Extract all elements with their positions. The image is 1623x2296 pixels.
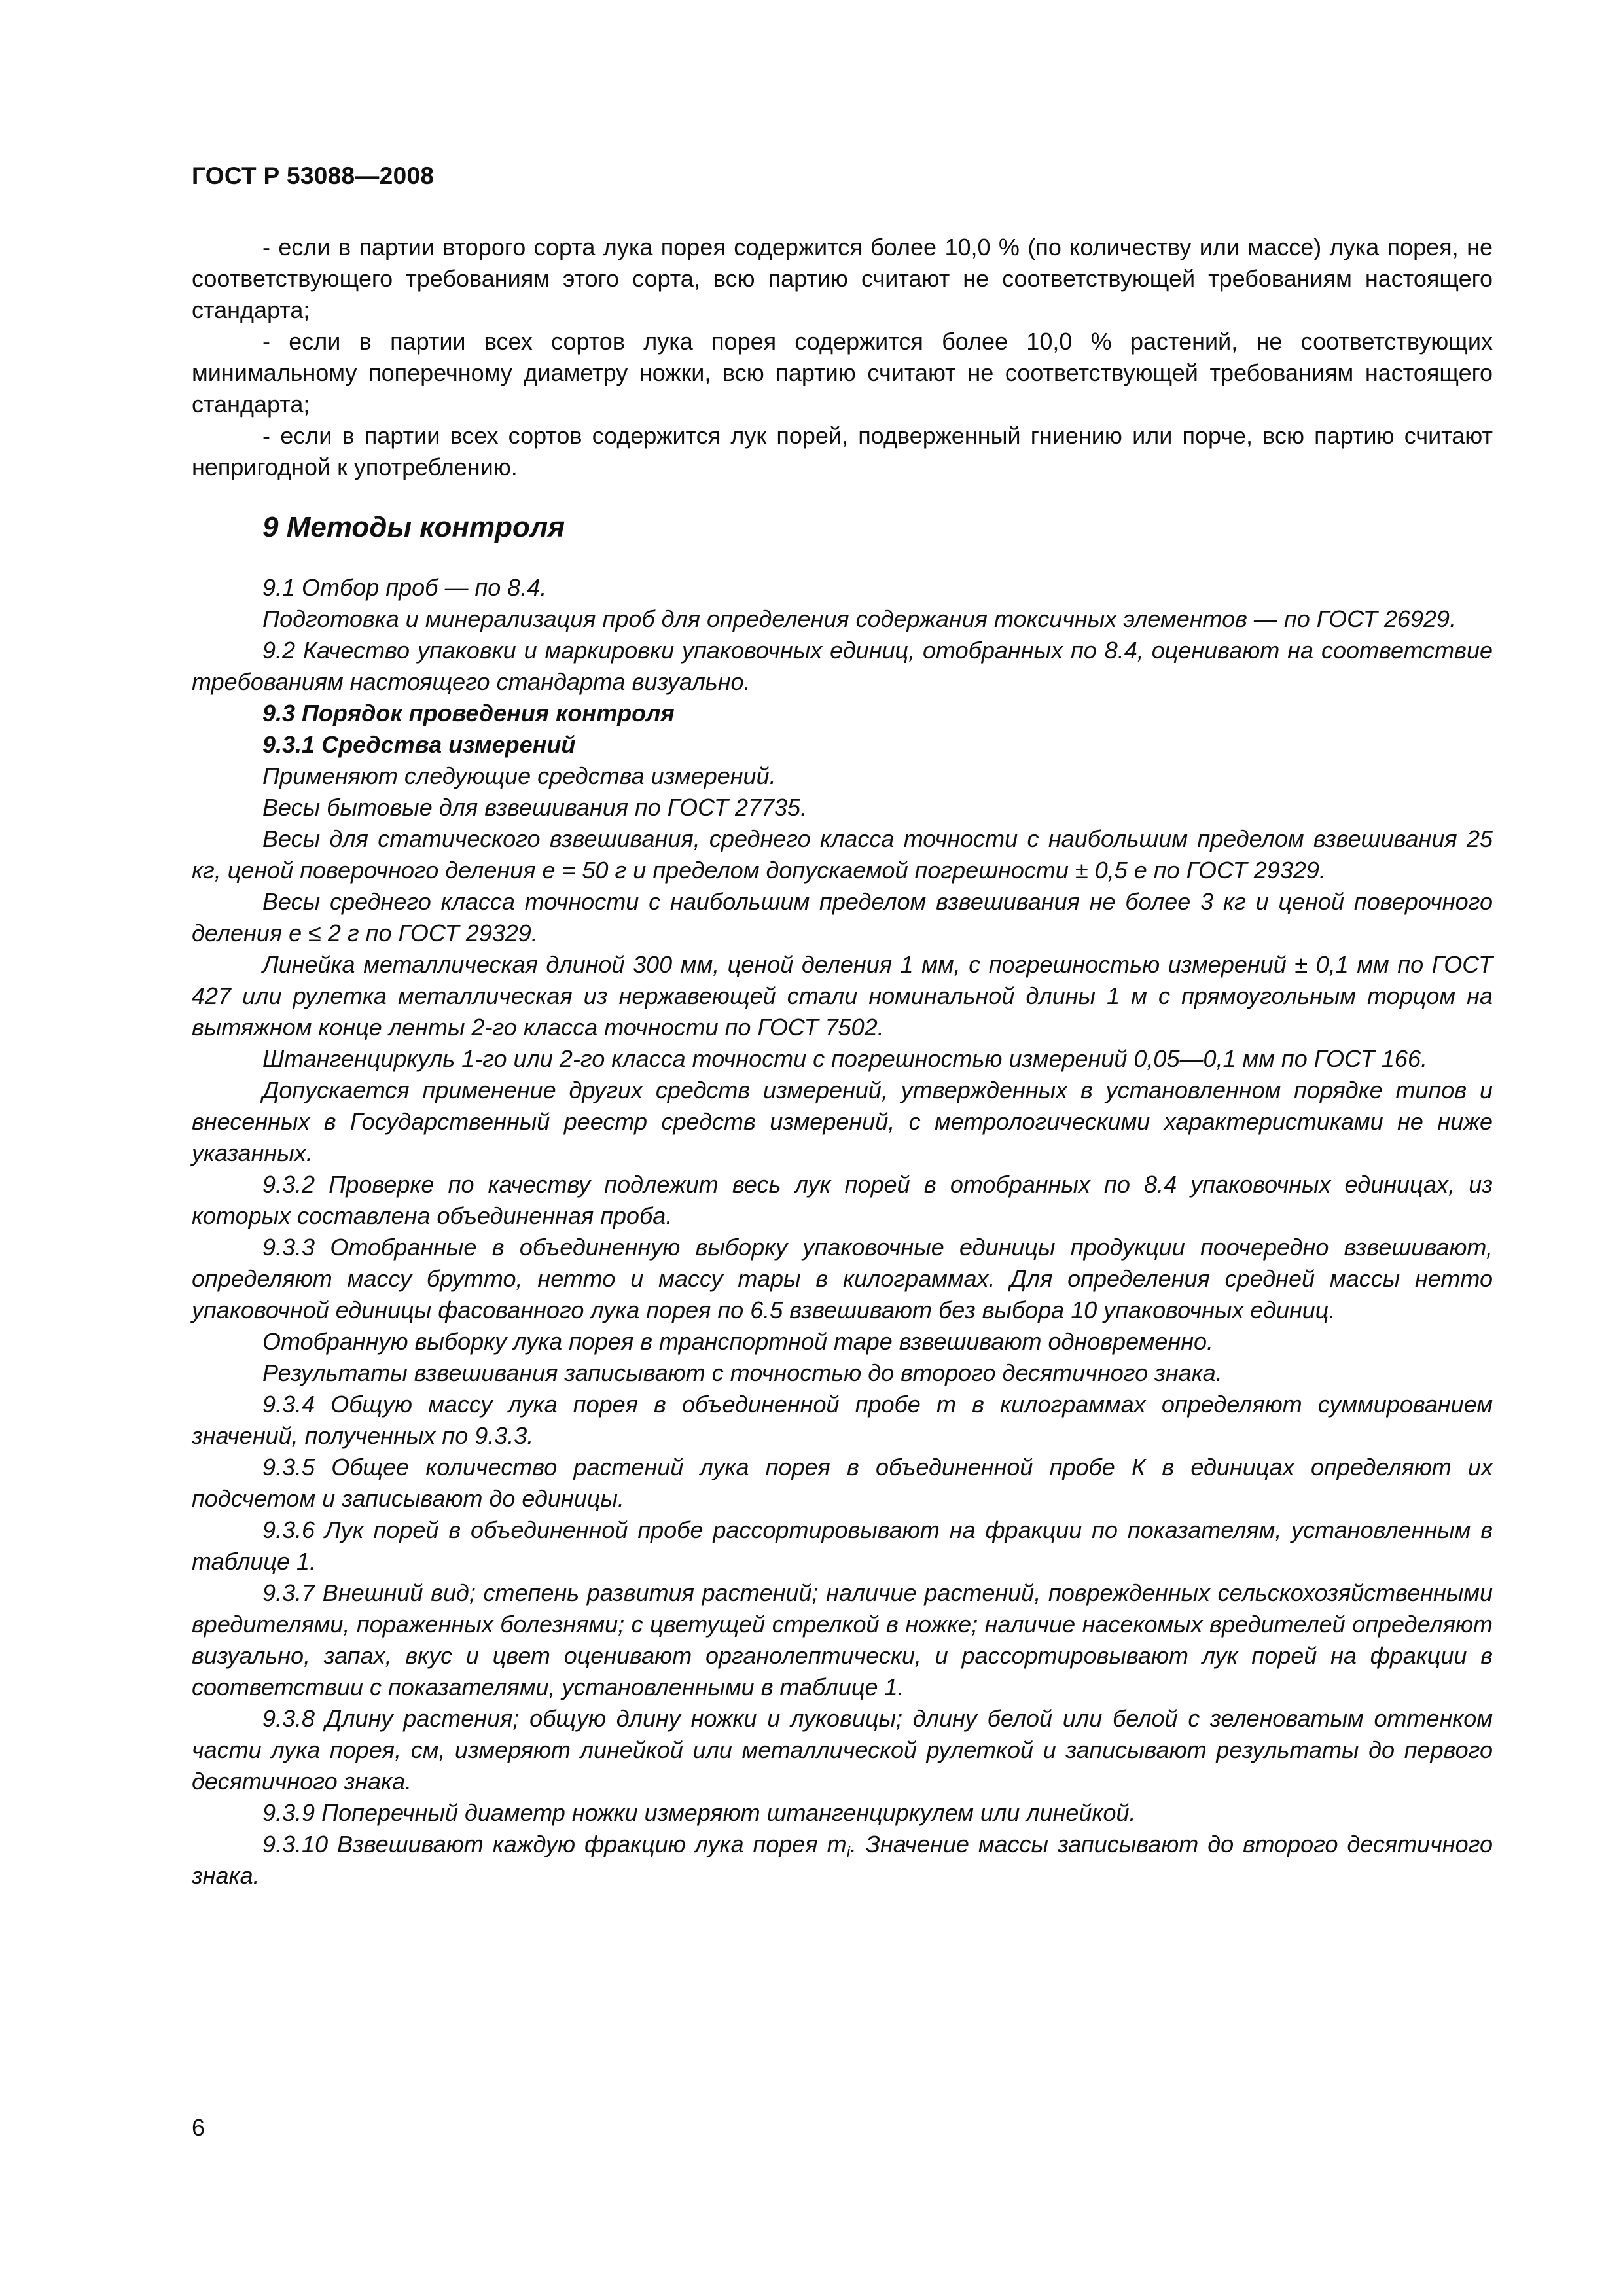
- intro-paragraph-1: - если в партии второго сорта лука порея содержится более 10,0 % (по количеству или массе) лука порея, не соответствующего требованиям этого сорта, всю партию считают не соответствующей требованиям настоящего стандарта;: [192, 234, 1493, 323]
- subheading-9-3: 9.3 Порядок проведения контроля: [262, 700, 675, 726]
- paragraph-9-1: 9.1 Отбор проб — по 8.4.: [262, 574, 547, 601]
- tools-alternative-note: Допускается применение других средств измерений, утвержденных в установленном порядке типов и внесенных в Государственный реестр средств измерений, с метрологическими характеристиками не ниже указанных.: [192, 1077, 1493, 1166]
- paragraph-9-3-3: 9.3.3 Отобранные в объединенную выборку упаковочные единицы продукции поочередно взвешивают, определяют массу брутто, нетто и массу тары в килограммах. Для определения средней массы нетто упаковочной единицы фасованного лука порея по 6.5 взвешивают без выбора 10 упаковочных единиц.: [192, 1234, 1493, 1323]
- subheading-9-3-1: 9.3.1 Средства измерений: [262, 731, 576, 758]
- paragraph-9-3-3-transport: Отобранную выборку лука порея в транспортной таре взвешивают одновременно.: [262, 1328, 1214, 1355]
- tool-medium-class-scales: Весы среднего класса точности с наибольшим пределом взвешивания не более 3 кг и ценой поверочного деления е ≤ 2 г по ГОСТ 29329.: [192, 888, 1493, 946]
- tools-intro: Применяют следующие средства измерений.: [262, 762, 776, 789]
- paragraph-9-3-5: 9.3.5 Общее количество растений лука порея в объединенной пробе К в единицах определяют их подсчетом и записывают до единицы.: [192, 1454, 1493, 1512]
- tool-household-scales: Весы бытовые для взвешивания по ГОСТ 27735.: [262, 794, 808, 821]
- paragraph-9-3-10: [192, 1829, 1493, 1892]
- paragraph-9-3-9: 9.3.9 Поперечный диаметр ножки измеряют штангенциркулем или линейкой.: [262, 1799, 1136, 1826]
- intro-paragraph-2: - если в партии всех сортов лука порея содержится более 10,0 % растений, не соответствующих минимальному поперечному диаметру ножки, всю партию считают не соответствующей требованиям настоящего стандарта;: [192, 328, 1493, 418]
- document-body: [192, 232, 1493, 1892]
- paragraph-9-3-8: 9.3.8 Длину растения; общую длину ножки и луковицы; длину белой или белой с зеленоватым оттенком части лука порея, см, измеряют линейкой или металлической рулеткой и записывают результаты до первого десятичного знака.: [192, 1705, 1493, 1795]
- tool-static-scales: Весы для статического взвешивания, среднего класса точности с наибольшим пределом взвешивания 25 кг, ценой поверочного деления е = 50 г и пределом допускаемой погрешности ± 0,5 е по ГОСТ 29329.: [192, 825, 1493, 884]
- paragraph-9-3-10-end: . Значение массы записывают до второго десятичного знака.: [192, 1831, 1493, 1889]
- mass-index-subscript: i: [846, 1844, 850, 1862]
- paragraph-9-3-7: 9.3.7 Внешний вид; степень развития растений; наличие растений, поврежденных сельскохозяйственными вредителями, пораженных болезнями; с цветущей стрелкой в ножке; наличие насекомых вредителей определяют визуально, запах, вкус и цвет оценивают органолептически, и рассортировывают лук порей на фракции в соответствии с показателями, установленными в таблице 1.: [192, 1579, 1493, 1700]
- page-number: 6: [192, 2114, 205, 2141]
- paragraph-9-3-4: 9.3.4 Общую массу лука порея в объединенной пробе m в килограммах определяют суммированием значений, полученных по 9.3.3.: [192, 1391, 1493, 1449]
- tool-metal-ruler: Линейка металлическая длиной 300 мм, ценой деления 1 мм, с погрешностью измерений ± 0,1 мм по ГОСТ 427 или рулетка металлическая из нержавеющей стали номинальной длины 1 м с прямоугольным торцом на вытяжном конце ленты 2-го класса точности по ГОСТ 7502.: [192, 951, 1493, 1041]
- paragraph-9-3-2: 9.3.2 Проверке по качеству подлежит весь лук порей в отобранных по 8.4 упаковочных единицах, из которых составлена объединенная проба.: [192, 1171, 1493, 1229]
- section-heading: 9 Методы контроля: [262, 511, 565, 543]
- document-code-header: ГОСТ Р 53088—2008: [192, 162, 435, 189]
- paragraph-9-3-3-results: Результаты взвешивания записывают с точностью до второго десятичного знака.: [262, 1359, 1222, 1386]
- tool-caliper: Штангенциркуль 1-го или 2-го класса точности с погрешностью измерений 0,05—0,1 мм по ГОСТ 166.: [262, 1045, 1427, 1072]
- paragraph-9-2: 9.2 Качество упаковки и маркировки упаковочных единиц, отобранных по 8.4, оценивают на соответствие требованиям настоящего стандарта визуально.: [192, 637, 1493, 695]
- intro-paragraph-3: - если в партии всех сортов содержится лук порей, подверженный гниению или порче, всю партию считают непригодной к употреблению.: [192, 422, 1493, 480]
- paragraph-9-3-10-start: 9.3.10 Взвешивают каждую фракцию лука порея m: [262, 1831, 847, 1857]
- paragraph-9-1-mineralization: Подготовка и минерализация проб для определения содержания токсичных элементов — по ГОСТ 26929.: [262, 605, 1457, 632]
- paragraph-9-3-6: 9.3.6 Лук порей в объединенной пробе рассортировывают на фракции по показателям, установленным в таблице 1.: [192, 1516, 1493, 1575]
